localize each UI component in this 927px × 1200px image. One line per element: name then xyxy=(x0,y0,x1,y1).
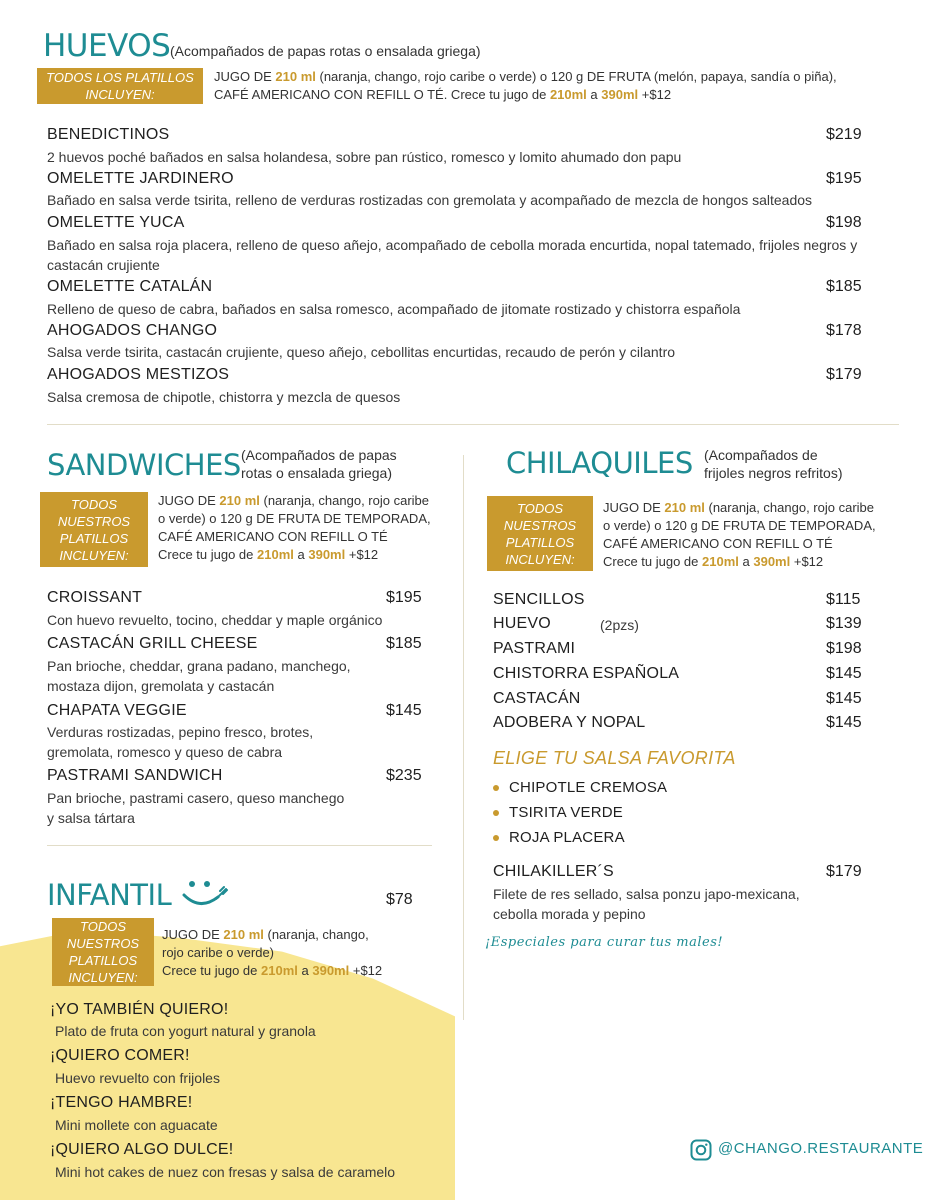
salsa-option: TSIRITA VERDE xyxy=(509,804,624,821)
menu-item-name: OMELETTE YUCA xyxy=(47,214,185,231)
menu-item-description: Verduras rostizadas, pepino fresco, brotes, gremolata, romesco y queso de cabra xyxy=(47,724,314,760)
menu-item-price: $195 xyxy=(826,170,862,187)
special-tagline: ¡Especiales para curar tus males! xyxy=(485,935,724,950)
menu-item-price: $145 xyxy=(826,665,862,682)
menu-item-name: BENEDICTINOS xyxy=(47,126,170,143)
menu-item-price: $235 xyxy=(386,767,422,784)
smile-fork-icon xyxy=(180,877,230,911)
menu-item-name: OMELETTE JARDINERO xyxy=(47,170,234,187)
menu-item-name: OMELETTE CATALÁN xyxy=(47,278,213,295)
badge-line: INCLUYEN: xyxy=(85,87,155,102)
menu-item-name: ¡TENGO HAMBRE! xyxy=(50,1094,193,1111)
menu-item-price: $185 xyxy=(386,635,422,652)
chilaquiles-subtitle: (Acompañados de frijoles negros refritos) xyxy=(704,447,843,481)
menu-item-note: (2pzs) xyxy=(600,617,639,633)
menu-item-price: $195 xyxy=(386,589,422,606)
menu-item-price: $179 xyxy=(826,366,862,383)
infantil-includes-text: JUGO DE 210 ml (naranja, chango, rojo caribe o verde) Crece tu jugo de 210ml a 390ml +$12 xyxy=(162,927,383,978)
bullet-icon xyxy=(493,785,499,791)
menu-item-description: Mini hot cakes de nuez con fresas y salsa de caramelo xyxy=(55,1164,396,1180)
infantil-price: $78 xyxy=(386,891,413,908)
menu-item-price: $185 xyxy=(826,278,862,295)
sandwiches-title: SANDWICHES xyxy=(47,448,241,482)
menu-item-name: ¡QUIERO COMER! xyxy=(50,1047,190,1064)
menu-item-description: Filete de res sellado, salsa ponzu japo-mexicana, cebolla morada y pepino xyxy=(493,886,800,922)
huevos-includes-text: JUGO DE 210 ml (naranja, chango, rojo caribe o verde) o 120 g DE FRUTA (melón, papaya, sandía o piña), CAFÉ AMERICANO CON REFILL O TÉ. Crece tu jugo de 210ml a 390ml +$12 xyxy=(214,69,837,102)
chilaquiles-includes-badge: TODOS NUESTROS PLATILLOS INCLUYEN: xyxy=(487,496,593,571)
bullet-icon xyxy=(493,810,499,816)
salsa-heading: ELIGE TU SALSA FAVORITA xyxy=(493,748,736,768)
menu-item-name: ¡YO TAMBIÉN QUIERO! xyxy=(50,1001,229,1018)
menu-item-description: 2 huevos poché bañados en salsa holandesa, sobre pan rústico, romesco y lomito ahumado don papu xyxy=(47,149,682,165)
menu-item-name: PASTRAMI SANDWICH xyxy=(47,767,223,784)
menu-item-name: ¡QUIERO ALGO DULCE! xyxy=(50,1141,234,1158)
menu-item-description: Con huevo revuelto, tocino, cheddar y maple orgánico xyxy=(47,612,383,628)
menu-item-description: Pan brioche, cheddar, grana padano, manchego, mostaza dijon, gremolata y castacán xyxy=(47,658,351,694)
huevos-title: HUEVOS xyxy=(43,28,171,64)
menu-item-description: Salsa cremosa de chipotle, chistorra y mezcla de quesos xyxy=(47,389,401,405)
menu-item-name: HUEVO xyxy=(493,615,551,632)
menu-item-description: Salsa verde tsirita, castacán crujiente, queso añejo, cebollitas encurtidas, recaudo de perón y cilantro xyxy=(47,344,676,360)
menu-item-price: $139 xyxy=(826,615,862,632)
menu-item-price: $145 xyxy=(826,714,862,731)
menu-item-name: CHILAKILLER´S xyxy=(493,863,614,880)
menu-item-name: CROISSANT xyxy=(47,589,143,606)
menu-item-description: Huevo revuelto con frijoles xyxy=(55,1070,220,1086)
menu-item-price: $219 xyxy=(826,126,862,143)
menu-item-price: $145 xyxy=(826,690,862,707)
instagram-handle[interactable]: @CHANGO.RESTAURANTE xyxy=(718,1140,924,1157)
sandwiches-includes-badge: TODOS NUESTROS PLATILLOS INCLUYEN: xyxy=(40,492,148,567)
menu-item-name: CHAPATA VEGGIE xyxy=(47,702,187,719)
infantil-includes-badge: TODOS NUESTROS PLATILLOS INCLUYEN: xyxy=(52,918,154,986)
menu-item-price: $115 xyxy=(826,591,861,608)
huevos-includes-badge xyxy=(37,68,203,104)
infantil-title: INFANTIL xyxy=(47,878,172,912)
badge-line: TODOS LOS PLATILLOS xyxy=(46,70,194,85)
column-divider xyxy=(463,455,464,1020)
menu-item-name: CASTACÁN xyxy=(493,690,581,707)
menu-item-name: CASTACÁN GRILL CHEESE xyxy=(47,635,258,652)
menu-item-name: CHISTORRA ESPAÑOLA xyxy=(493,665,680,682)
menu-item-price: $198 xyxy=(826,214,862,231)
menu-item-name: AHOGADOS CHANGO xyxy=(47,322,218,339)
menu-item-description: Plato de fruta con yogurt natural y granola xyxy=(55,1023,316,1039)
sandwiches-includes-text: JUGO DE 210 ml (naranja, chango, rojo caribe o verde) o 120 g DE FRUTA DE TEMPORADA, CAFÉ AMERICANO CON REFILL O TÉ Crece tu jugo de 210ml a 390ml +$12 xyxy=(158,493,431,562)
bullet-icon xyxy=(493,835,499,841)
menu-item-description: Bañado en salsa roja placera, relleno de queso añejo, acompañado de cebolla morada encurtida, nopal tatemado, frijoles negros y castacán crujiente xyxy=(47,237,858,273)
huevos-subtitle: (Acompañados de papas rotas o ensalada griega) xyxy=(170,43,481,59)
menu-item-name: AHOGADOS MESTIZOS xyxy=(47,366,230,383)
chilaquiles-title: CHILAQUILES xyxy=(506,446,693,480)
section-divider xyxy=(47,424,899,425)
salsa-option: ROJA PLACERA xyxy=(509,829,625,846)
salsa-option: CHIPOTLE CREMOSA xyxy=(509,779,668,796)
menu-item-name: SENCILLOS xyxy=(493,591,585,608)
menu-item-description: Relleno de queso de cabra, bañados en salsa romesco, acompañado de jitomate rostizado y chistorra española xyxy=(47,301,741,317)
menu-item-name: PASTRAMI xyxy=(493,640,576,657)
menu-item-price: $179 xyxy=(826,863,862,880)
menu-item-description: Mini mollete con aguacate xyxy=(55,1117,218,1133)
menu-item-price: $198 xyxy=(826,640,862,657)
menu-item-description: Pan brioche, pastrami casero, queso manchego y salsa tártara xyxy=(47,790,345,826)
menu-item-name: ADOBERA Y NOPAL xyxy=(493,714,646,731)
menu-item-price: $145 xyxy=(386,702,422,719)
chilaquiles-includes-text: JUGO DE 210 ml (naranja, chango, rojo caribe o verde) o 120 g DE FRUTA DE TEMPORADA, CAFÉ AMERICANO CON REFILL O TÉ Crece tu jugo de 210ml a 390ml +$12 xyxy=(603,500,876,569)
menu-item-price: $178 xyxy=(826,322,862,339)
sandwiches-subtitle: (Acompañados de papas rotas o ensalada griega) xyxy=(241,447,397,481)
menu-item-description: Bañado en salsa verde tsirita, relleno de verduras rostizadas con gremolata y acompañado de mezcla de hongos salteados xyxy=(47,192,813,208)
section-divider xyxy=(47,845,432,846)
instagram-icon[interactable] xyxy=(690,1139,712,1161)
